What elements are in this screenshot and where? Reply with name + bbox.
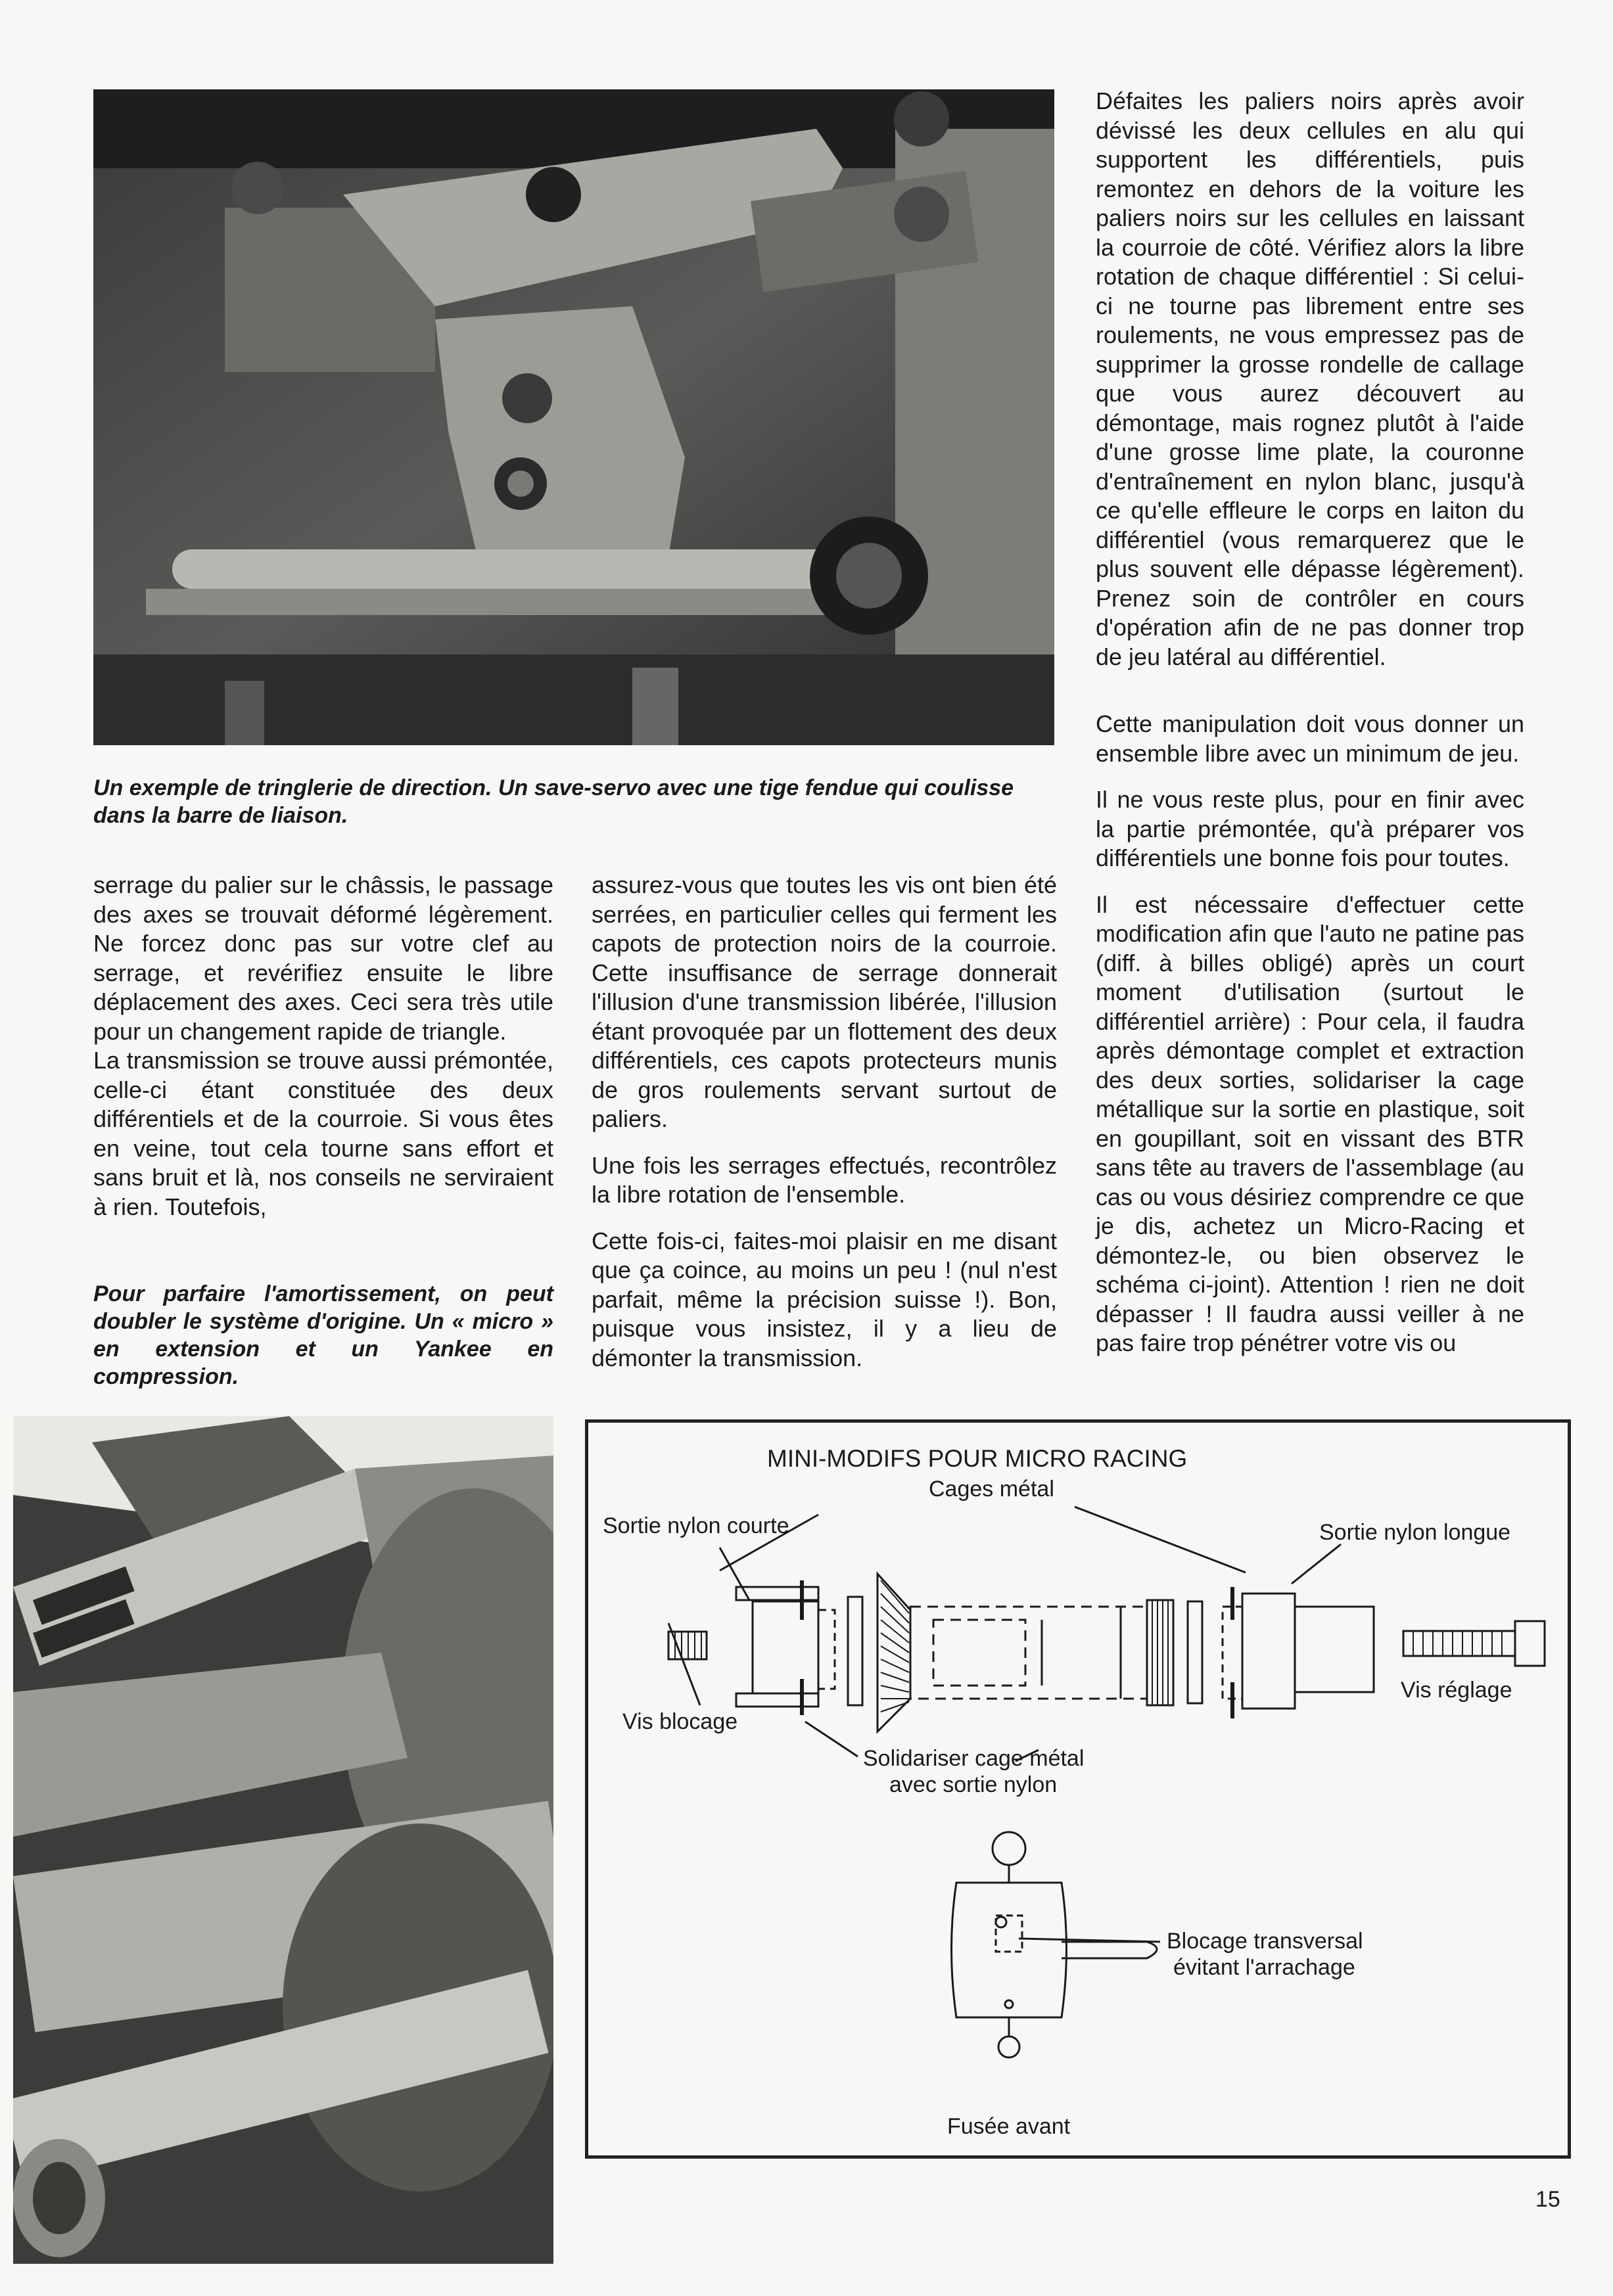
middle-paragraph-2: Une fois les serrages effectués, recontrôlez la libre rotation de l'ensemble. — [592, 1151, 1057, 1208]
right-paragraph-2: Cette manipulation doit vous donner un ensemble libre avec un minimum de jeu. — [1096, 710, 1524, 767]
label-solidariser-line2: avec sortie nylon — [889, 1772, 1058, 1797]
top-photo-caption: Un exemple de tringlerie de direction. Un save-servo avec une tige fendue qui coulisse dans la barre de liaison. — [93, 775, 1014, 828]
label-cages-metal: Cages métal — [929, 1477, 1054, 1502]
micro-racing-diagram — [585, 1419, 1571, 2159]
right-paragraph-1: Défaites les paliers noirs après avoir dévissé les deux cellules en alu qui supportent les différentiels, puis remontez en dehors de la voiture les paliers noirs sur les cellules en laissant la courroie de côté. Vérifiez alors la libre rotation de chaque différentiel : Si celui-ci ne tourne pas librement entre ses roulements, ne vous empressez pas de supprimer la grosse rondelle de callage que vous aurez découvert au démontage, mais rognez plutôt à l'aide d'une grosse lime plate, la couronne d'entraînement en nylon blanc, jusqu'à ce qu'elle effleure le corps en laiton du différentiel (vous remarquerez que le plus souvent elle dépasse légèrement). Prenez soin de contrôler en cours d'opération afin de ne pas donner trop de jeu latéral au différentiel. — [1096, 87, 1524, 670]
page-number: 15 — [1535, 2187, 1560, 2212]
label-sortie-courte: Sortie nylon courte — [603, 1513, 789, 1538]
label-fusee-avant: Fusée avant — [947, 2114, 1071, 2139]
bottom-photo-caption: Pour parfaire l'amortissement, on peut doubler le système d'origine. Un « micro » en extension et un Yankee en compression. — [93, 1281, 553, 1389]
label-vis-blocage: Vis blocage — [622, 1709, 738, 1734]
middle-paragraph-3: Cette fois-ci, faites-moi plaisir en me disant que ça coince, au moins un peu ! (nul n'est parfait, même la précision suisse !). Bon, puisque vous insistez, il y a lieu de démonter la transmission. — [592, 1227, 1057, 1371]
label-blocage-line2: évitant l'arrachage — [1173, 1955, 1355, 1980]
right-column — [1096, 87, 1524, 1358]
diagram-drawing — [588, 1423, 1568, 2155]
steering-linkage-photo — [93, 89, 1054, 745]
right-paragraph-3: Il ne vous reste plus, pour en finir avec la partie prémontée, qu'à préparer vos différentiels une bonne fois pour toutes. — [1096, 786, 1524, 871]
left-paragraph-2: La transmission se trouve aussi prémontée, celle-ci étant constituée des deux différentiels et de la courroie. Si vous êtes en veine, tout cela tourne sans effort et sans bruit et là, nos conseils ne serviraient à rien. Toutefois, — [93, 1047, 553, 1220]
shock-absorber-photo — [13, 1416, 553, 2264]
middle-paragraph-1: assurez-vous que toutes les vis ont bien été serrées, en particulier celles qui ferment les capots de protection noirs de la courroie. Cette insuffisance de serrage donnerait l'illusion d'une transmission libérée, l'illusion étant provoquée par un flottement des deux différentiels, ces capots protecteurs munis de gros roulements servant surtout de paliers. — [592, 871, 1057, 1132]
label-solidariser-line1: Solidariser cage métal — [863, 1746, 1085, 1771]
middle-column — [592, 871, 1057, 1373]
label-vis-reglage: Vis réglage — [1401, 1678, 1512, 1703]
label-sortie-longue: Sortie nylon longue — [1319, 1520, 1511, 1545]
label-blocage-line1: Blocage transversal — [1167, 1929, 1363, 1954]
diagram-title: MINI-MODIFS POUR MICRO RACING — [767, 1445, 1188, 1472]
left-column — [93, 871, 553, 1222]
right-paragraph-4: Il est nécessaire d'effectuer cette modification afin que l'auto ne patine pas (diff. à billes obligé) après un court moment d'utilisation (surtout le différentiel arrière) : Pour cela, il faudra après démontage complet et extraction des deux sorties, solidariser la cage métallique sur la sortie en plastique, soit en goupillant, soit en vissant des BTR sans tête au travers de l'assemblage (au cas ou vous désiriez comprendre ce que je dis, achetez un Micro-Racing et démontez-le, ou bien observez le schéma ci-joint). Attention ! rien ne doit dépasser ! Il faudra aussi veiller à ne pas faire trop pénétrer votre vis ou — [1096, 890, 1524, 1356]
left-paragraph-1: serrage du palier sur le châssis, le passage des axes se trouvait déformé légèrement. Ne forcez donc pas sur votre clef au serrage, et revérifiez ensuite le libre déplacement des axes. Ceci sera très utile pour un changement rapide de triangle. — [93, 871, 553, 1045]
